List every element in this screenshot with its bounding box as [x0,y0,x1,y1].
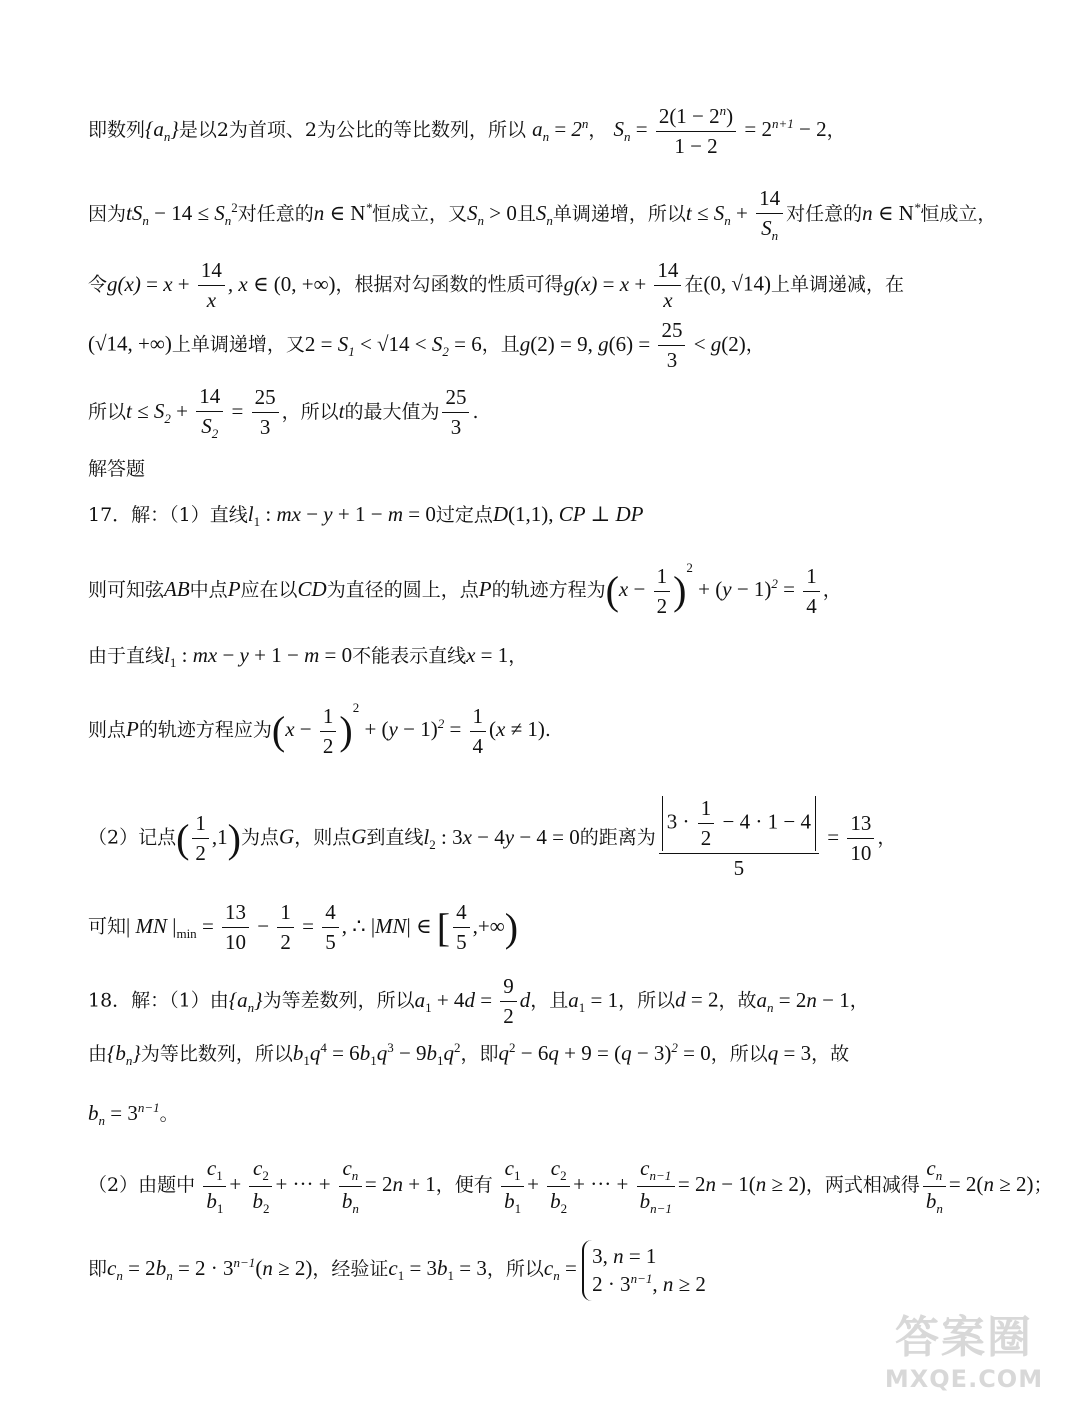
line-max-t: 所以$t \le S_2$ + $\frac{14}{S_2}$ = $\frac{25}{3}$ ，所以t的最大值为 $\frac{25}{3}$ . [88,384,479,442]
line-cannot-represent: 由于直线$l_1$ : mx − y + 1 − m = 0不能表示直线x = 1， [88,643,528,671]
text: ， [508,645,528,667]
line-hook-function: 令g(x) = x + $\frac{14}{x}$ , x ∈ (0, +∞)，根据对勾函数的性质可得g(x) = x + $\frac{14}{x}$ 在(0, √14)上单调递减，在 [88,258,904,313]
text: 恒成立，又 [371,202,467,225]
text: ，所以 [710,1043,768,1065]
text: ，所以 [486,1258,544,1281]
text: ，即 [460,1043,499,1065]
text: 即数列 [88,119,146,141]
text: 中点 [189,579,228,601]
text: ，则点 [294,826,352,849]
text: 所以 [88,400,127,423]
text: 到直线 [366,826,424,849]
line-monotonic-increase: (√14, +∞)上单调递增，又$2 = S_1 < √14 < S_2 = 6$，且g(2) = 9, g(6) = $\frac{25}{3}$ < g(2)， [88,318,765,373]
text: 的轨迹方程应为 [138,719,272,741]
text: 上单调递减，在 [770,273,904,296]
text: ，经验证 [312,1258,389,1281]
line-18-part2: （2）由题中 $\frac{c_1}{b_1}$ + $\frac{c_2}{b_2}$ + ··· + $\frac{c_n}{b_n}$ = 2n + 1，便有 $\frac{c_1}{b_1}$ + $\frac{c_2}{b_2}$ + ··· + $\frac{c_{n-1}}{b_{n-1}}$ = 2n − 1(n ≥ 2)，两式相减得 $\frac{c_n}{b_n}$ = 2(n ≥ 2)； [88,1156,1053,1216]
text: 为等比数列，所以 [140,1043,293,1065]
text: 。 [159,1103,179,1125]
text: 对任意的 [237,202,314,225]
text: 即 [88,1258,108,1281]
text: ，所以 [618,989,676,1012]
text: 为点 [241,826,280,849]
line-bn-formula: $b_n = 3^{n-1}$。 [88,1100,179,1129]
text: 令 [88,273,108,296]
text: ， [822,579,842,601]
text: （2）记点 [88,826,177,849]
text: 恒成立， [920,202,997,225]
text: ； [1033,1174,1053,1197]
text: 上单调递增，又 [171,333,305,356]
text: 18．解：（1）由 [88,989,229,1012]
text: 由于直线 [88,645,165,667]
section-heading-answers: 解答题 [88,458,146,480]
text: ， [588,119,608,141]
text: 的距离为 [579,826,656,849]
text: ，故 [811,1043,850,1065]
text: . [472,400,479,423]
text: 在 [684,273,704,296]
text: 则点 [88,719,127,741]
text: ， [745,333,765,356]
line-inequality-condition: 因为$tS_n - 14 \le S_n^2$对任意的n ∈ N*恒成立，又$S_n > 0$且$S_n$单调递增，所以$t \le S_n$ + $\frac{14}{S_n}$ 对任意的n ∈ N*恒成立， [88,186,997,244]
text: 单调递增，所以 [552,202,686,225]
line-18-arithmetic: 18．解：（1）由$\{a_n\}$为等差数列，所以$a_1 + 4d$ = $\frac{9}{2}$ d，且$a_1 = 1$，所以d = 2，故$a_n = 2n - 1$， [88,974,869,1029]
text: 且 [516,202,536,225]
text: ，根据对勾函数的性质可得 [335,273,564,296]
text: ，且 [530,989,569,1012]
watermark-text: 答案圈 [895,1312,1033,1363]
line-17-part1: 17．解：（1）直线$l_1$ : mx − y + 1 − m = 0过定点D(1,1), CP ⊥ DP [88,502,644,530]
text: ，便有 [435,1174,493,1197]
line-17-part2-distance: （2）记点( $\frac{1}{2}$ ,1)为点G，则点G到直线$l_2$ : 3x − 4y − 4 = 0的距离为 3 · $\frac{1}{2}$ − 4 · 1 − 4 5 = $\frac{13}{10}$ ， [88,796,897,881]
text: ，且 [481,333,520,356]
line-mn-range: 可知| MN $|_{min}$ = $\frac{13}{10}$ − $\frac{1}{2}$ = $\frac{4}{5}$ , ∴ |MN| ∈ [ $\frac{4}{5}$ ,+∞) [88,900,519,955]
watermark-domain: MXQE.COM [884,1365,1044,1393]
text: 不能表示直线 [352,645,467,667]
line-18-geometric: 由$\{b_n\}$为等比数列，所以$b_1q^4 = 6b_1q^3 - 9b_1q^2$，即$q^2 - 6q + 9 = (q - 3)^2 = 0$，所以q = 3，故 [88,1040,850,1069]
line-cn-formula: 即$c_n = 2b_n = 2 \cdot 3^{n-1}(n \ge 2)$，经验证$c_1 = 3b_1 = 3$，所以$c_n = 3$, n = 1 $2 \cdot 3^{n-1}$, n ≥ 2 [88,1240,1040,1301]
text: 由 [88,1043,108,1065]
text: ，两式相减得 [805,1174,920,1197]
text: 应在以 [240,579,298,601]
text: ， [877,826,897,849]
text: 对任意的 [786,202,863,225]
text: 则可知弦 [88,579,165,601]
text: 因为 [88,202,127,225]
text: . [544,719,551,741]
text: 的轨迹方程为 [491,579,606,601]
line-sequence-geometric: 即数列$\{a_n\}$是以2为首项、2为公比的等比数列，所以 $a_n = 2^n$， $S_n$ = $\frac{2(1 - 2^n)}{1 - 2}$ = $2^{n+1} - 2$， [88,103,846,159]
text: （2）由题中 [88,1174,196,1197]
text: 为等差数列，所以 [262,989,415,1012]
text: 17．解：（1）直线 [88,504,248,526]
line-locus-final: 则点P的轨迹方程应为(x − $\frac{1}{2}$ )$^2 + (y - 1)^2$ = $\frac{1}{4}$ (x ≠ 1). [88,700,551,758]
text: ，所以 [281,400,339,423]
text: 的最大值为 [344,400,440,423]
text: ，故 [718,989,757,1012]
text: ， [849,989,869,1012]
watermark-logo [884,1301,1044,1401]
line-locus-equation: 则可知弦AB中点P应在以CD为直径的圆上，点P的轨迹方程为(x − $\frac{1}{2}$ )$^2 + (y - 1)^2$ = $\frac{1}{4}$ ， [88,560,842,618]
text: 是以2为首项、2为公比的等比数列，所以 [178,119,527,141]
text: 为直径的圆上，点 [326,579,479,601]
text: 可知 [88,915,127,938]
